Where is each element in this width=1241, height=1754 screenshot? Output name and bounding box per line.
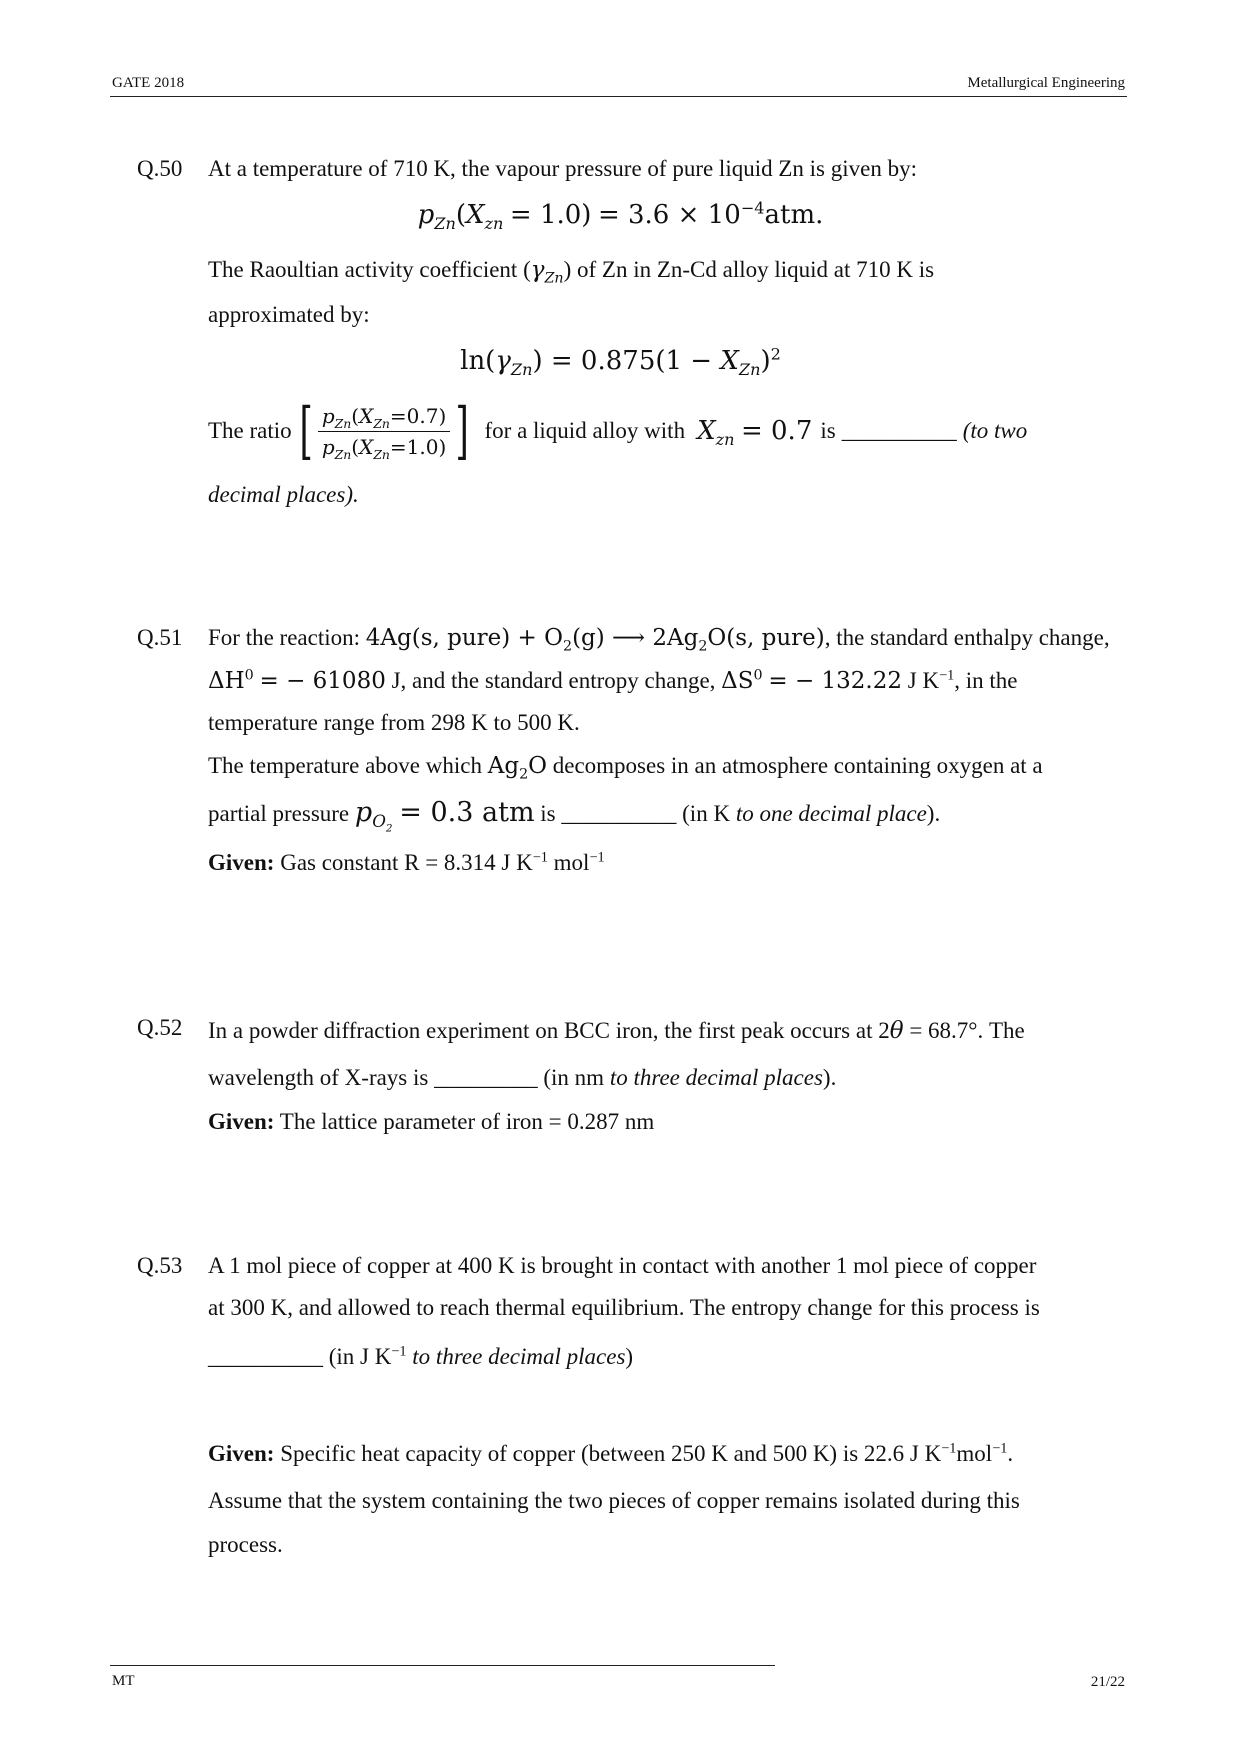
text-segment: Gas constant R = 8.314 J K: [274, 850, 533, 875]
superscript: −1: [391, 1343, 407, 1360]
footer-rule: [110, 1665, 775, 1666]
text-segment: Specific heat capacity of copper (between 250 K and 500 K) is 22.6 J K: [274, 1441, 942, 1466]
question-number: Q.53: [137, 1253, 183, 1278]
text-segment: (in K: [676, 801, 736, 826]
header-exam-title: GATE 2018: [112, 75, 185, 91]
reaction: 4Ag(s, pure) + O: [365, 625, 563, 651]
question-text: $\Delta H^0$ = − 61080 J, and the standard entropy change, $\Delta S^0$ = − 132.22 J $K^{-1}$, in the: [208, 667, 1018, 694]
entropy-symbol: ΔS: [721, 668, 754, 694]
fraction-numerator-arg: =0.7): [389, 403, 447, 428]
text-segment: The temperature above which: [208, 753, 488, 778]
superscript: −1: [992, 1440, 1008, 1457]
text-segment: wavelength of X-rays is: [208, 1065, 435, 1090]
superscript: −1: [532, 849, 548, 866]
text-segment: decomposes in an atmosphere containing oxygen at a: [547, 753, 1043, 778]
equation-activity-coefficient: $\ln(\gamma_{Zn}) = 0.875(1 - X_{Zn})^2$: [460, 344, 781, 380]
equation-vapour-pressure: $p_{Zn}(X_{zn} = 1.0) = 3.6 \times 10^{-4}atm$.: [417, 198, 824, 234]
text-segment: J, and the standard entropy change,: [385, 668, 722, 693]
header-subject: Metallurgical Engineering: [967, 75, 1125, 91]
text-segment: ).: [822, 1065, 837, 1090]
question-text: For the reaction: 4Ag(s, pure) + $O_2(g)$ ⟶ $2Ag_2O(s$, pure), the standard enthalpy change,: [208, 625, 1110, 655]
question-text: The temperature above which $Ag_2O$ decomposes in an atmosphere containing oxygen at a: [208, 753, 1043, 783]
header-rule: [110, 96, 1127, 97]
text-segment: For the reaction:: [208, 625, 366, 650]
eq-segment: ln(: [460, 346, 496, 376]
question-text: temperature range from 298 K to 500 K.: [208, 710, 580, 735]
text-segment: for a liquid alloy with: [484, 418, 686, 443]
ratio-fraction: $\frac{p_{Zn}(X_{Zn}=0.7)}{p_{Zn}(X_{Zn}=1.0)}$: [318, 404, 450, 459]
given-label: Given:: [208, 1441, 275, 1466]
text-segment: ): [625, 1344, 634, 1369]
text-segment: , in the: [954, 668, 1018, 693]
eq-exponent: −4: [740, 198, 765, 218]
question-text-ratio: The ratio [ $\frac{p_{Zn}(X_{Zn}=0.7)}{p_{Zn}(X_{Zn}=1.0)}$ ] for a liquid alloy with $X_{zn} = 0.7$ is __________ (to two: [208, 394, 1028, 467]
text-segment: = 68.7°. The: [903, 1018, 1025, 1043]
eq-segment: ) = 0.875(1 −: [532, 346, 721, 376]
ratio-label: The ratio: [208, 418, 292, 443]
page-number: 21/22: [1090, 1674, 1125, 1690]
question-text: At a temperature of 710 K, the vapour pressure of pure liquid Zn is given by:: [208, 156, 917, 181]
text-segment: is: [820, 418, 836, 443]
answer-blank: _________: [434, 1065, 538, 1090]
text-segment: The lattice parameter of iron = 0.287 nm: [274, 1109, 655, 1134]
text-segment: (in J K: [323, 1344, 392, 1369]
text-segment: to three decimal places: [406, 1344, 626, 1369]
eq-rhs: = 3.6 × 10: [597, 200, 741, 230]
question-text: [208, 1065, 836, 1091]
given-label: Given:: [208, 850, 275, 875]
eq-exponent: 2: [770, 344, 781, 364]
reaction: (g) ⟶ 2Ag: [572, 625, 699, 651]
text-segment: to three decimal places: [609, 1065, 823, 1090]
question-text: partial pressure $p_{O_2} = 0.3$ atm is __________ (in K to one decimal place).: [208, 797, 941, 835]
text-segment: (in nm: [537, 1065, 610, 1090]
text-segment: is: [534, 801, 562, 826]
given-label: Given:: [208, 1109, 275, 1134]
superscript: −1: [589, 849, 605, 866]
text-segment: J K: [902, 668, 940, 693]
eq-arg: = 1.0): [509, 200, 592, 230]
question-text: at 300 K, and allowed to reach thermal equilibrium. The entropy change for this process is: [208, 1295, 1040, 1320]
answer-blank: __________: [208, 1344, 323, 1369]
question-text: approximated by:: [208, 302, 370, 327]
text-segment: mol: [956, 1441, 993, 1466]
question-text: [208, 1344, 633, 1370]
superscript: −1: [939, 667, 955, 684]
answer-blank: __________: [841, 418, 957, 443]
question-text: The Raoultian activity coefficient $(\gamma_{Zn})$ of Zn in Zn-Cd alloy liquid at 710 K is: [208, 257, 935, 287]
text-segment: to one decimal place: [735, 801, 927, 826]
answer-blank: __________: [561, 801, 677, 826]
question-number: Q.51: [137, 625, 183, 650]
pressure-value: = 0.3 atm: [399, 797, 535, 828]
footer-paper-code: MT: [112, 1673, 135, 1689]
enthalpy-value: = − 61080: [259, 668, 386, 694]
question-number: Q.50: [137, 156, 183, 181]
text-segment: (to two: [962, 418, 1028, 443]
ratio-value: = 0.7: [740, 416, 813, 446]
question-text: decimal places).: [208, 482, 359, 507]
text-segment: ) of Zn in Zn-Cd alloy liquid at 710 K is: [563, 257, 935, 282]
text-segment: mol: [547, 850, 590, 875]
text-segment: .: [1007, 1441, 1014, 1466]
theta-symbol: θ: [889, 1018, 904, 1044]
given-text: [208, 1109, 654, 1135]
question-text: A 1 mol piece of copper at 400 K is brought in contact with another 1 mol piece of copper: [208, 1253, 1037, 1278]
given-text: [208, 1441, 1013, 1467]
enthalpy-symbol: ΔH: [208, 668, 245, 694]
entropy-value: = − 132.22: [768, 668, 903, 694]
question-text: Assume that the system containing the two pieces of copper remains isolated during this: [208, 1488, 1020, 1513]
text-segment: partial pressure: [208, 801, 355, 826]
eq-unit: atm.: [764, 200, 824, 230]
superscript: −1: [941, 1440, 957, 1457]
text-segment: In a powder diffraction experiment on BCC iron, the first peak occurs at 2: [208, 1018, 890, 1043]
text-segment: ).: [926, 801, 941, 826]
question-number: Q.52: [137, 1015, 183, 1040]
question-text: [208, 1018, 1025, 1044]
question-text: process.: [208, 1532, 283, 1557]
given-text: [208, 850, 605, 876]
chem-formula: Ag: [487, 753, 520, 779]
text-segment: The Raoultian activity coefficient (: [208, 257, 531, 282]
chem-formula: O: [528, 753, 547, 779]
reaction: O(s, pure): [707, 625, 825, 651]
fraction-denominator-arg: =1.0): [389, 434, 447, 459]
text-segment: , the standard enthalpy change,: [824, 625, 1110, 650]
